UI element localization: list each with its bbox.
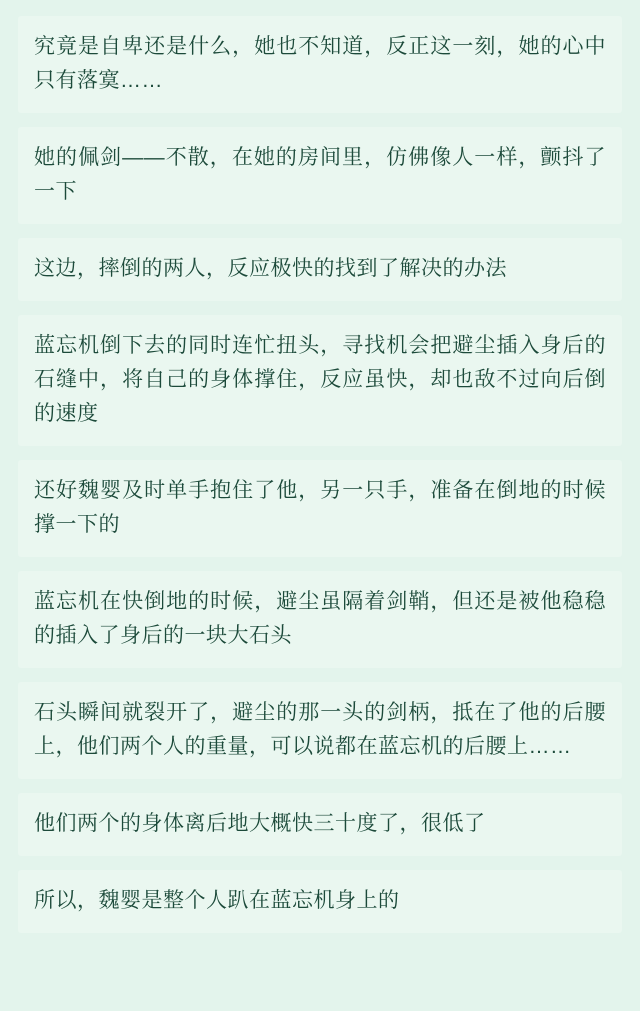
paragraph-block: 蓝忘机倒下去的同时连忙扭头，寻找机会把避尘插入身后的石缝中，将自己的身体撑住，反应虽快，却也敌不过向后倒的速度 <box>18 315 622 446</box>
paragraph-block: 还好魏婴及时单手抱住了他，另一只手，准备在倒地的时候撑一下的 <box>18 460 622 557</box>
paragraph-block: 这边，摔倒的两人，反应极快的找到了解决的办法 <box>18 238 622 301</box>
paragraph-block: 蓝忘机在快倒地的时候，避尘虽隔着剑鞘，但还是被他稳稳的插入了身后的一块大石头 <box>18 571 622 668</box>
paragraph-block: 所以，魏婴是整个人趴在蓝忘机身上的 <box>18 870 622 933</box>
paragraph-block: 究竟是自卑还是什么，她也不知道，反正这一刻，她的心中只有落寞…… <box>18 16 622 113</box>
paragraph-block: 石头瞬间就裂开了，避尘的那一头的剑柄，抵在了他的后腰上，他们两个人的重量，可以说都在蓝忘机的后腰上…… <box>18 682 622 779</box>
paragraph-block: 他们两个的身体离后地大概快三十度了，很低了 <box>18 793 622 856</box>
paragraph-block: 她的佩剑——不散，在她的房间里，仿佛像人一样，颤抖了一下 <box>18 127 622 224</box>
